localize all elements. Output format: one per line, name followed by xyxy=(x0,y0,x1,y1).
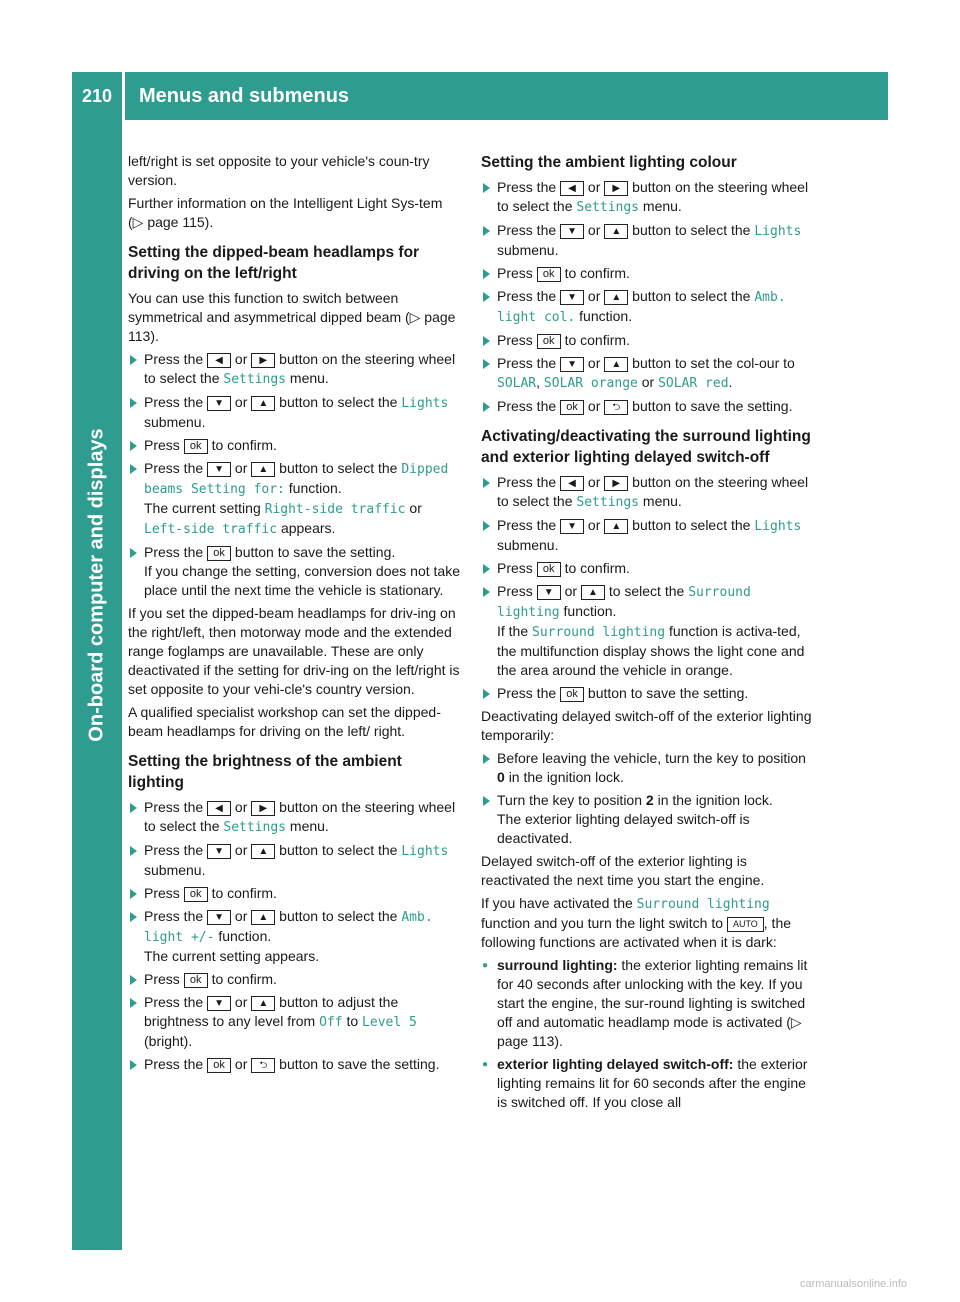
ok-key-icon: ok xyxy=(537,267,561,282)
step-text: or xyxy=(641,374,655,390)
step-text: button to select the xyxy=(632,517,751,533)
ok-key-icon: ok xyxy=(207,546,231,561)
down-arrow-key-icon xyxy=(207,396,231,411)
ok-key-icon: ok xyxy=(537,334,561,349)
step-text: to confirm. xyxy=(564,560,630,576)
list-item xyxy=(128,436,460,455)
list-item xyxy=(481,287,813,327)
key-symbol: ▲ xyxy=(611,226,622,237)
side-tab-marker xyxy=(72,1210,122,1250)
left-arrow-key-icon xyxy=(560,476,584,491)
bullet-label: surround lighting: xyxy=(497,957,618,973)
right-column xyxy=(481,152,813,1116)
step-note: The current setting appears. xyxy=(144,948,320,964)
page-header xyxy=(72,72,888,120)
header-divider xyxy=(122,72,125,120)
key-symbol: ▼ xyxy=(214,398,224,409)
step-text: or xyxy=(234,994,248,1010)
key-symbol: ▶ xyxy=(259,355,268,366)
left-arrow-key-icon xyxy=(560,181,584,196)
menu-name: Amb. light col. xyxy=(497,290,786,325)
menu-name: Settings xyxy=(576,495,640,510)
paragraph: You can use this function to switch between symmetrical and asymmetrical dipped beam (▷ page 113). xyxy=(128,290,456,344)
right-arrow-key-icon xyxy=(604,476,628,491)
list-item xyxy=(128,393,460,432)
section-heading: Setting the dipped-beam headlamps for driving on the left/right xyxy=(128,244,420,282)
ok-key-icon: ok xyxy=(537,562,561,577)
step-text: button to save the setting. xyxy=(587,685,749,701)
step-text: to xyxy=(346,1013,359,1029)
section-heading: Setting the ambient lighting colour xyxy=(481,154,737,171)
left-arrow-key-icon xyxy=(207,353,231,368)
step-text: button to select the xyxy=(279,460,398,476)
step-text: button to adjust the brightness to any level from xyxy=(144,994,399,1029)
step-text: in the ignition lock. xyxy=(657,792,773,808)
setting-value: SOLAR orange xyxy=(543,376,638,391)
setting-value: Left-side traffic xyxy=(144,522,278,537)
side-tab-label: On-board computer and displays xyxy=(85,428,108,742)
step-text: to confirm. xyxy=(564,265,630,281)
key-symbol: ▶ xyxy=(612,183,621,194)
ok-key-icon: ok xyxy=(184,887,208,902)
ok-key-icon: ok xyxy=(207,1058,231,1073)
step-text: Press xyxy=(144,885,180,901)
step-text: Turn the key to position xyxy=(497,792,643,808)
up-arrow-key-icon xyxy=(251,910,275,925)
setting-value: SOLAR red xyxy=(658,376,729,391)
key-symbol: ⮌ xyxy=(259,1060,268,1071)
menu-name: Lights xyxy=(754,224,802,239)
step-text: button to save the setting. xyxy=(632,398,793,414)
step-text: to confirm. xyxy=(211,437,277,453)
step-text: Press the xyxy=(144,842,204,858)
step-note: If you change the setting, conversion does not take place until the next time the vehicle is stationary. xyxy=(144,563,460,598)
step-text: Press the xyxy=(144,460,204,476)
key-symbol: ▶ xyxy=(259,803,268,814)
step-text: or xyxy=(587,288,601,304)
step-text: or xyxy=(234,460,248,476)
step-text: Press the xyxy=(497,222,557,238)
step-text: , xyxy=(536,374,541,390)
step-text: submenu. xyxy=(497,242,559,258)
list-item xyxy=(128,543,460,600)
down-arrow-key-icon xyxy=(560,224,584,239)
list-item xyxy=(481,791,813,848)
bullet-text: the exterior lighting remains lit for 60 seconds after the engine is switched off. If you close all xyxy=(497,1056,808,1110)
step-text: appears. xyxy=(280,520,336,536)
step-list xyxy=(128,350,460,600)
key-symbol: ▼ xyxy=(214,912,224,923)
paragraph: Delayed switch-off of the exterior lighting is reactivated the next time you start the engine. xyxy=(481,853,765,888)
section-heading: Setting the brightness of the ambient lighting xyxy=(128,753,402,791)
list-item xyxy=(481,178,813,217)
step-text: Press the xyxy=(144,1056,204,1072)
key-symbol: ⮌ xyxy=(612,402,621,413)
key-symbol: ◀ xyxy=(568,183,576,194)
paragraph-text: If you have activated the xyxy=(481,895,633,911)
step-text: Press the xyxy=(497,355,557,371)
down-arrow-key-icon xyxy=(537,585,561,600)
menu-name: Lights xyxy=(401,844,449,859)
menu-name: Surround lighting xyxy=(532,625,666,640)
step-text: . xyxy=(728,374,733,390)
key-symbol: ▲ xyxy=(611,521,622,532)
setting-value: Level 5 xyxy=(362,1015,417,1030)
bullet-list xyxy=(481,956,813,1112)
step-list xyxy=(481,178,813,416)
up-arrow-key-icon xyxy=(251,462,275,477)
bullet-text: the exterior lighting remains lit for 40 seconds after unlocking with the key. If you start the engine, the sur-round lighting is switched off and automatic headlamp mode is activated (▷ page 113). xyxy=(497,957,808,1049)
menu-name: Surround lighting xyxy=(497,585,751,620)
list-item xyxy=(481,1055,813,1112)
down-arrow-key-icon xyxy=(560,357,584,372)
page-number: 210 xyxy=(81,85,113,106)
step-text: or xyxy=(587,474,601,490)
key-symbol: ▲ xyxy=(258,998,269,1009)
up-arrow-key-icon xyxy=(251,844,275,859)
down-arrow-key-icon xyxy=(207,996,231,1011)
step-text: Press xyxy=(497,265,533,281)
section-heading: Activating/deactivating the surround lighting and exterior lighting delayed switch-off xyxy=(481,428,811,466)
step-text: to confirm. xyxy=(564,332,630,348)
paragraph: Further information on the Intelligent Light Sys-tem (▷ page 115). xyxy=(128,195,443,230)
up-arrow-key-icon xyxy=(604,290,628,305)
paragraph-text: function and you turn the light switch to xyxy=(481,915,724,931)
step-text: or xyxy=(587,222,601,238)
key-symbol: ◀ xyxy=(215,803,223,814)
list-item xyxy=(481,559,813,578)
step-text: submenu. xyxy=(497,537,559,553)
back-key-icon xyxy=(604,400,628,415)
setting-value: Right-side traffic xyxy=(264,502,406,517)
step-text: button to save the setting. xyxy=(279,1056,440,1072)
list-item xyxy=(128,907,460,966)
step-text: function. xyxy=(218,928,272,944)
list-item xyxy=(481,582,813,680)
step-text: to select the xyxy=(608,583,685,599)
back-key-icon xyxy=(251,1058,275,1073)
step-text: Press the xyxy=(144,799,204,815)
step-note: The exterior lighting delayed switch-off is deactivated. xyxy=(497,811,750,846)
step-text: function. xyxy=(563,603,617,619)
step-text: menu. xyxy=(642,493,682,509)
step-text: button to select the xyxy=(279,394,398,410)
step-text: Press xyxy=(497,332,533,348)
list-item xyxy=(128,841,460,880)
menu-name: Settings xyxy=(576,200,640,215)
step-text: Press the xyxy=(497,398,557,414)
right-arrow-key-icon xyxy=(251,353,275,368)
list-item xyxy=(128,993,460,1051)
paragraph-text: , the following functions are activated when it is dark: xyxy=(481,915,792,950)
step-text: or xyxy=(234,394,248,410)
bullet-label: exterior lighting delayed switch-off: xyxy=(497,1056,734,1072)
menu-name: Settings xyxy=(223,820,287,835)
left-arrow-key-icon xyxy=(207,801,231,816)
list-item xyxy=(128,970,460,989)
step-text: submenu. xyxy=(144,862,206,878)
step-text: Press the xyxy=(144,394,204,410)
key-symbol: ▲ xyxy=(258,846,269,857)
step-list xyxy=(481,473,813,703)
list-item xyxy=(481,397,813,416)
key-symbol: ▲ xyxy=(258,464,269,475)
list-item xyxy=(481,516,813,555)
list-item xyxy=(481,221,813,260)
key-symbol: ▲ xyxy=(258,398,269,409)
key-symbol: ▼ xyxy=(567,521,577,532)
list-item xyxy=(481,331,813,350)
step-text: Press the xyxy=(497,685,557,701)
step-text: Press xyxy=(144,437,180,453)
down-arrow-key-icon xyxy=(207,910,231,925)
step-text: function. xyxy=(288,480,342,496)
step-text: Press xyxy=(144,971,180,987)
step-text: button to select the xyxy=(279,842,398,858)
list-item xyxy=(128,884,460,903)
step-text: or xyxy=(587,355,601,371)
step-text: Press the xyxy=(144,351,204,367)
left-column xyxy=(128,152,460,1078)
step-text: button to select the xyxy=(279,908,398,924)
key-symbol: ◀ xyxy=(568,478,576,489)
step-text: Press the xyxy=(497,288,557,304)
list-item xyxy=(481,749,813,787)
list-item xyxy=(128,459,460,539)
step-text: function. xyxy=(579,308,633,324)
list-item xyxy=(481,684,813,703)
list-item xyxy=(481,473,813,512)
step-text: or xyxy=(587,398,601,414)
menu-name: Settings xyxy=(223,372,287,387)
up-arrow-key-icon xyxy=(251,396,275,411)
step-text: button on the steering wheel to select the xyxy=(144,351,456,386)
up-arrow-key-icon xyxy=(604,357,628,372)
list-item xyxy=(128,798,460,837)
step-text: or xyxy=(587,517,601,533)
step-text: to confirm. xyxy=(211,971,277,987)
key-symbol: ▼ xyxy=(214,846,224,857)
step-text: Press the xyxy=(497,179,557,195)
step-note xyxy=(497,622,813,680)
ok-key-icon: ok xyxy=(184,439,208,454)
key-position: 2 xyxy=(645,792,654,808)
step-text: button to set the col-our to xyxy=(632,355,795,371)
key-symbol: ▼ xyxy=(567,292,577,303)
menu-name: Dipped beams Setting for: xyxy=(144,462,449,497)
auto-switch-icon: AUTO xyxy=(727,917,764,932)
step-text: or xyxy=(234,1056,248,1072)
down-arrow-key-icon xyxy=(207,844,231,859)
step-text: The current setting xyxy=(144,500,261,516)
step-text: button to select the xyxy=(632,288,751,304)
right-arrow-key-icon xyxy=(604,181,628,196)
down-arrow-key-icon xyxy=(560,519,584,534)
step-text: submenu. xyxy=(144,414,206,430)
step-text: button to save the setting. xyxy=(234,544,396,560)
step-text: Press the xyxy=(144,544,204,560)
key-symbol: ▶ xyxy=(612,478,621,489)
menu-name: Lights xyxy=(401,396,449,411)
menu-name: Amb. light +/- xyxy=(144,910,433,945)
list-item xyxy=(481,956,813,1051)
key-symbol: ▼ xyxy=(214,464,224,475)
step-text: Before leaving the vehicle, turn the key to position xyxy=(497,750,806,766)
step-list xyxy=(128,798,460,1074)
step-text: function is activa-ted, the multifunction display shows the light cone and the area around the vehicle in orange. xyxy=(497,623,805,678)
step-text: button to select the xyxy=(632,222,751,238)
down-arrow-key-icon xyxy=(207,462,231,477)
setting-value: Off xyxy=(319,1015,343,1030)
step-text: button on the steering wheel to select the xyxy=(497,179,809,214)
key-symbol: ▼ xyxy=(567,226,577,237)
step-text: or xyxy=(587,179,601,195)
key-symbol: ▼ xyxy=(214,998,224,1009)
step-text: or xyxy=(234,351,248,367)
right-arrow-key-icon xyxy=(251,801,275,816)
step-text: Press the xyxy=(144,908,204,924)
key-symbol: ▲ xyxy=(611,292,622,303)
step-text: menu. xyxy=(642,198,682,214)
step-text: Press xyxy=(497,560,533,576)
paragraph xyxy=(481,894,813,952)
paragraph: If you set the dipped-beam headlamps for driv-ing on the right/left, then motorway mode and the extended range foglamps are unavailable. These are only deactivated if the setting for driv-ing on the left/right is set opposite to your vehi-cle's country version. xyxy=(128,605,460,697)
up-arrow-key-icon xyxy=(581,585,605,600)
step-note xyxy=(144,499,460,539)
key-position: 0 xyxy=(497,769,505,785)
step-text: (bright). xyxy=(144,1033,193,1049)
list-item xyxy=(128,1055,460,1074)
up-arrow-key-icon xyxy=(604,519,628,534)
key-symbol: ▼ xyxy=(567,359,577,370)
watermark: carmanualsonline.info xyxy=(800,1278,908,1290)
step-text: menu. xyxy=(289,370,329,386)
key-symbol: ▲ xyxy=(258,912,269,923)
step-text: or xyxy=(564,583,578,599)
step-list xyxy=(481,749,813,848)
step-text: button on the steering wheel to select the xyxy=(144,799,456,834)
paragraph: left/right is set opposite to your vehicle's coun-try version. xyxy=(128,153,430,188)
step-text: menu. xyxy=(289,818,329,834)
step-text: or xyxy=(234,799,248,815)
key-symbol: ▲ xyxy=(611,359,622,370)
menu-name: Surround lighting xyxy=(636,897,770,912)
paragraph: Deactivating delayed switch-off of the exterior lighting temporarily: xyxy=(481,708,812,743)
list-item xyxy=(128,350,460,389)
key-symbol: ▼ xyxy=(543,587,554,598)
step-text: Press the xyxy=(497,517,557,533)
ok-key-icon: ok xyxy=(184,973,208,988)
step-text: in the ignition lock. xyxy=(508,769,624,785)
step-text: or xyxy=(234,908,248,924)
step-text: Press the xyxy=(144,994,204,1010)
down-arrow-key-icon xyxy=(560,290,584,305)
ok-key-icon: ok xyxy=(560,687,584,702)
up-arrow-key-icon xyxy=(251,996,275,1011)
menu-name: Lights xyxy=(754,519,802,534)
setting-value: SOLAR xyxy=(497,376,537,391)
ok-key-icon: ok xyxy=(560,400,584,415)
paragraph: A qualified specialist workshop can set the dipped-beam headlamps for driving on the left/ right. xyxy=(128,704,441,739)
key-symbol: ◀ xyxy=(215,355,223,366)
page-title: Menus and submenus xyxy=(139,84,350,107)
step-text: Press xyxy=(497,583,533,599)
step-text: If the xyxy=(497,623,529,639)
step-text: button on the steering wheel to select the xyxy=(497,474,809,509)
key-symbol: ▲ xyxy=(587,587,598,598)
step-text: or xyxy=(409,500,422,516)
step-text: or xyxy=(234,842,248,858)
step-text: Press the xyxy=(497,474,557,490)
up-arrow-key-icon xyxy=(604,224,628,239)
list-item xyxy=(481,354,813,393)
list-item xyxy=(481,264,813,283)
step-text: to confirm. xyxy=(211,885,277,901)
